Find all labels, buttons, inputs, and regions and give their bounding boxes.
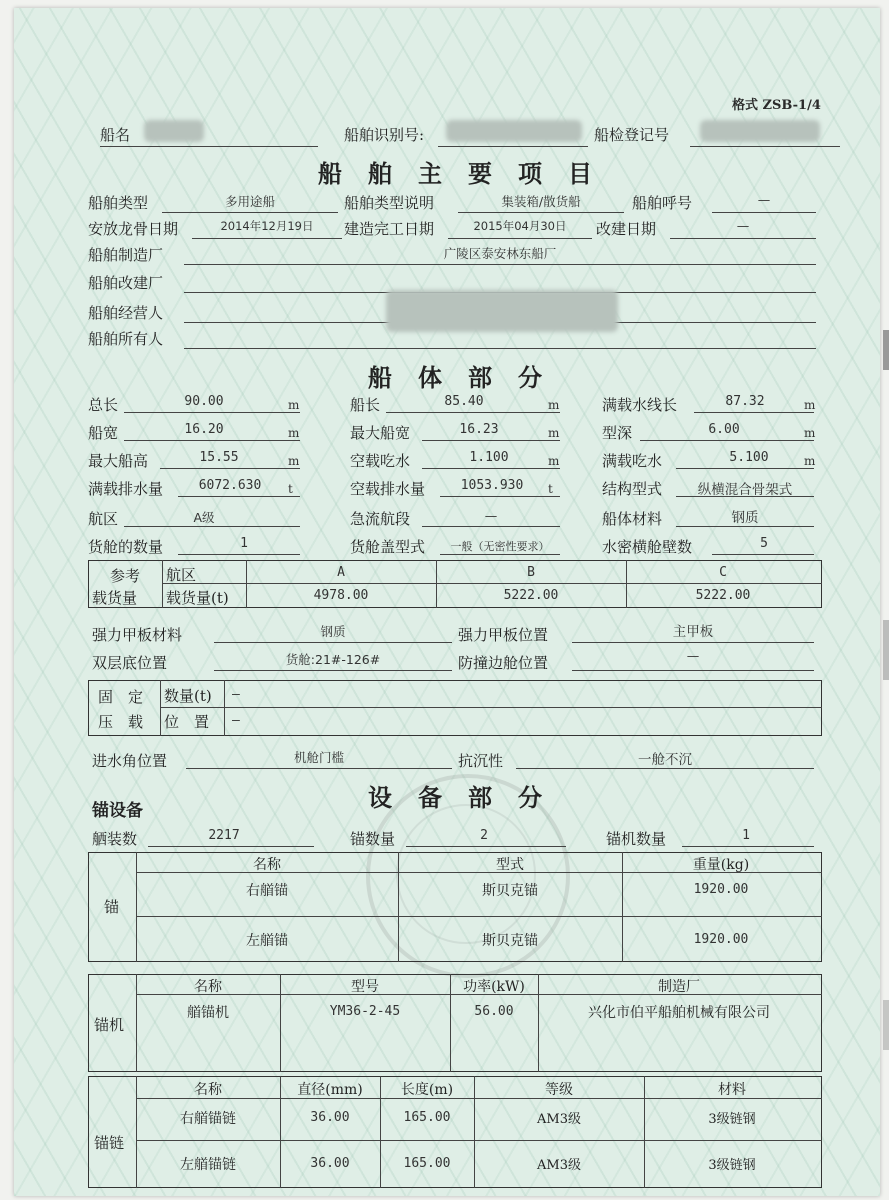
windlass-count-label: 锚机数量 <box>606 830 667 848</box>
ref-area-a: A <box>337 565 345 580</box>
windlass-header-maker: 制造厂 <box>658 979 700 995</box>
anchor-count-value: 2 <box>480 828 488 843</box>
max-height-value: 15.55 <box>199 450 239 465</box>
lwl-line <box>694 412 814 413</box>
ballast-hline <box>160 707 822 708</box>
outfit-number-label: 舾装数 <box>92 830 138 848</box>
max-breadth-value: 16.23 <box>459 422 499 437</box>
windlass-count-value: 1 <box>742 828 750 843</box>
nav-area-line <box>124 526 300 527</box>
ship-id-redacted <box>446 120 582 142</box>
ship-id-label: 船舶识别号: <box>344 126 425 144</box>
chain-row-1-grade: AM3级 <box>537 1112 581 1127</box>
ballast-divider-1 <box>160 680 161 736</box>
completion-date-value: 2015年04月30日 <box>473 219 567 233</box>
windlass-count-line <box>682 846 814 847</box>
ref-cargo-hline <box>162 583 822 584</box>
ship-type-value: 多用途船 <box>224 194 275 209</box>
equipment-title: 设备部分 <box>368 784 568 812</box>
operator-label: 船舶经营人 <box>88 304 164 322</box>
light-draft-line <box>422 468 560 469</box>
full-draft-line <box>676 468 814 469</box>
call-sign-line <box>712 212 816 213</box>
ref-weight-c: 5222.00 <box>695 588 751 603</box>
depth-line <box>640 440 814 441</box>
windlass-row-power: 56.00 <box>474 1004 514 1019</box>
ref-area-b: B <box>527 565 535 580</box>
unsinkable-label: 抗沉性 <box>458 752 504 770</box>
bulkheads-line <box>712 554 814 555</box>
chain-row-1-material: 3级链钢 <box>708 1112 756 1127</box>
ship-name-label: 船名 <box>100 126 131 144</box>
flood-angle-line <box>186 768 452 769</box>
double-bottom-value: 货舱:21#-126# <box>285 652 381 667</box>
full-disp-label: 满载排水量 <box>88 480 164 498</box>
inspection-reg-line <box>690 146 840 147</box>
hull-material-line <box>676 526 814 527</box>
inspection-reg-label: 船检登记号 <box>594 126 670 144</box>
call-sign-label: 船舶呼号 <box>632 194 693 212</box>
main-items-title: 船舶主要项目 <box>318 160 618 188</box>
structure-label: 结构型式 <box>602 480 663 498</box>
windlass-row-name: 艏锚机 <box>187 1005 229 1021</box>
loa-label: 总长 <box>88 396 119 414</box>
ship-name-line <box>100 146 318 147</box>
breadth-value: 16.20 <box>184 422 224 437</box>
ref-weight-b: 5222.00 <box>503 588 559 603</box>
holds-line <box>178 554 300 555</box>
strength-deck-position-line <box>572 642 814 643</box>
windlass-side-label: 锚机 <box>94 1016 125 1034</box>
anchor-header-type: 型式 <box>496 857 524 873</box>
scan-edge-mark <box>883 620 889 680</box>
light-draft-value: 1.100 <box>469 450 509 465</box>
bulkheads-label: 水密横舱壁数 <box>602 538 693 556</box>
keel-date-label: 安放龙骨日期 <box>88 220 179 238</box>
anchor-row-2-weight: 1920.00 <box>693 932 749 947</box>
keel-date-value: 2014年12月19日 <box>220 219 314 233</box>
chain-row-2-name: 左艏锚链 <box>180 1157 236 1173</box>
windlass-header-name: 名称 <box>194 979 222 995</box>
completion-date-label: 建造完工日期 <box>344 220 435 238</box>
ref-area-label: 航区 <box>166 566 197 584</box>
form-code: 格式 ZSB-1/4 <box>732 98 821 113</box>
length-line <box>386 412 560 413</box>
light-draft-label: 空载吃水 <box>350 452 411 470</box>
hatch-type-line <box>440 554 560 555</box>
lwl-unit: m <box>804 398 816 412</box>
ship-name-redacted <box>144 120 204 142</box>
ship-id-line <box>438 146 588 147</box>
anchor-header-name: 名称 <box>253 857 281 873</box>
hull-material-label: 船体材料 <box>602 510 663 528</box>
nav-area-value: A级 <box>193 510 215 525</box>
chain-side-label: 锚链 <box>94 1134 125 1152</box>
call-sign-value: — <box>757 192 771 207</box>
anchor-row-2-type: 斯贝克锚 <box>482 933 538 949</box>
length-value: 85.40 <box>444 394 484 409</box>
ref-cargo-label-1: 参考 <box>110 567 141 585</box>
double-bottom-line <box>214 670 452 671</box>
light-disp-line <box>440 496 560 497</box>
chain-header-material: 材料 <box>718 1082 746 1098</box>
anchor-count-label: 锚数量 <box>350 830 396 848</box>
strength-deck-position-value: 主甲板 <box>672 624 714 640</box>
rebuild-date-value: — <box>736 218 750 233</box>
chain-row-1-length: 165.00 <box>403 1110 451 1125</box>
max-breadth-line <box>422 440 560 441</box>
ballast-qty-value: — <box>232 687 240 702</box>
rapids-value: — <box>484 508 498 523</box>
full-draft-unit: m <box>804 454 816 468</box>
strength-deck-position-label: 强力甲板位置 <box>458 626 549 644</box>
scan-edge-mark <box>883 330 889 370</box>
completion-date-line <box>448 238 592 239</box>
rebuild-date-line <box>670 238 816 239</box>
chain-header-diameter: 直径(mm) <box>297 1082 363 1098</box>
scan-edge-mark <box>883 1000 889 1050</box>
hatch-type-label: 货舱盖型式 <box>350 538 426 556</box>
full-draft-label: 满载吃水 <box>602 452 663 470</box>
nav-area-label: 航区 <box>88 510 119 528</box>
builder-line <box>184 264 816 265</box>
flood-angle-label: 进水角位置 <box>92 752 168 770</box>
chain-row-1-name: 右艏锚链 <box>180 1111 236 1127</box>
builder-label: 船舶制造厂 <box>88 246 164 264</box>
builder-value: 广陵区泰安林东船厂 <box>443 246 557 261</box>
ballast-label-2: 压 载 <box>98 713 144 731</box>
chain-row-2-grade: AM3级 <box>537 1158 581 1173</box>
double-bottom-label: 双层底位置 <box>92 654 168 672</box>
keel-date-line <box>192 238 342 239</box>
chain-header-length: 长度(m) <box>400 1082 454 1098</box>
anchor-side-label: 锚 <box>104 898 120 916</box>
ship-type-desc-label: 船舶类型说明 <box>344 194 435 212</box>
ship-type-desc-line <box>458 212 624 213</box>
lwl-label: 满载水线长 <box>602 396 678 414</box>
hull-title: 船体部分 <box>368 364 568 392</box>
unsinkable-value: 一舱不沉 <box>638 752 692 768</box>
length-unit: m <box>548 398 560 412</box>
light-draft-unit: m <box>548 454 560 468</box>
depth-unit: m <box>804 426 816 440</box>
chain-row-2-length: 165.00 <box>403 1156 451 1171</box>
rebuild-date-label: 改建日期 <box>596 220 657 238</box>
collision-bulkhead-value: — <box>686 648 700 663</box>
strength-deck-material-line <box>214 642 452 643</box>
breadth-line <box>124 440 300 441</box>
light-disp-label: 空载排水量 <box>350 480 426 498</box>
holds-label: 货舱的数量 <box>88 538 164 556</box>
max-height-line <box>160 468 300 469</box>
loa-value: 90.00 <box>184 394 224 409</box>
ref-cargo-divider-1 <box>162 560 163 608</box>
collision-bulkhead-label: 防撞边舱位置 <box>458 654 549 672</box>
ship-type-label: 船舶类型 <box>88 194 149 212</box>
windlass-row-model: YM36-2-45 <box>329 1004 401 1019</box>
length-label: 船长 <box>350 396 381 414</box>
certificate-page <box>14 8 880 1196</box>
ballast-qty-label: 数量(t) <box>164 687 212 705</box>
max-height-unit: m <box>288 454 300 468</box>
anchor-header-weight: 重量(kg) <box>692 857 750 873</box>
ref-area-c: C <box>719 565 727 580</box>
full-disp-value: 6072.630 <box>198 478 262 493</box>
owner-line <box>184 348 816 349</box>
flood-angle-value: 机舱门槛 <box>293 750 344 765</box>
ballast-label-1: 固 定 <box>98 688 144 706</box>
bulkheads-value: 5 <box>760 536 768 551</box>
collision-bulkhead-line <box>572 670 814 671</box>
ref-weight-label: 载货量(t) <box>166 589 229 607</box>
anchor-hline-2 <box>136 916 822 917</box>
ballast-pos-label: 位 置 <box>164 713 210 731</box>
breadth-unit: m <box>288 426 300 440</box>
ballast-divider-2 <box>224 680 225 736</box>
chain-hline-2 <box>136 1140 822 1141</box>
windlass-row-maker: 兴化市伯平船舶机械有限公司 <box>588 1005 770 1021</box>
rapids-line <box>422 526 560 527</box>
rebuilder-label: 船舶改建厂 <box>88 274 164 292</box>
ballast-pos-value: — <box>232 713 240 728</box>
depth-value: 6.00 <box>708 422 740 437</box>
hull-material-value: 钢质 <box>731 510 759 526</box>
anchor-row-2-name: 左艏锚 <box>246 933 288 949</box>
full-disp-unit: t <box>288 482 293 496</box>
ref-weight-a: 4978.00 <box>313 588 369 603</box>
max-breadth-label: 最大船宽 <box>350 424 411 442</box>
outfit-number-value: 2217 <box>208 828 240 843</box>
strength-deck-material-value: 钢质 <box>320 624 346 639</box>
anchor-row-1-name: 右艏锚 <box>246 883 288 899</box>
lwl-value: 87.32 <box>725 394 765 409</box>
light-disp-value: 1053.930 <box>460 478 524 493</box>
anchor-row-1-weight: 1920.00 <box>693 882 749 897</box>
owner-label: 船舶所有人 <box>88 330 164 348</box>
loa-unit: m <box>288 398 300 412</box>
operator-owner-redacted <box>386 290 618 332</box>
chain-row-2-diameter: 36.00 <box>310 1156 350 1171</box>
structure-value: 纵横混合骨架式 <box>697 482 793 498</box>
ship-type-desc-value: 集装箱/散货船 <box>501 194 581 209</box>
chain-header-grade: 等级 <box>545 1082 573 1098</box>
max-breadth-unit: m <box>548 426 560 440</box>
full-disp-line <box>178 496 300 497</box>
anchor-section-label: 锚设备 <box>92 801 143 821</box>
windlass-header-power: 功率(kW) <box>463 979 525 995</box>
anchor-row-1-type: 斯贝克锚 <box>482 883 538 899</box>
ref-cargo-label-2: 载货量 <box>92 589 138 607</box>
rapids-label: 急流航段 <box>350 510 411 528</box>
inspection-reg-redacted <box>700 120 820 142</box>
holds-value: 1 <box>240 536 248 551</box>
outfit-number-line <box>148 846 314 847</box>
chain-row-1-diameter: 36.00 <box>310 1110 350 1125</box>
max-height-label: 最大船高 <box>88 452 149 470</box>
ship-type-line <box>162 212 338 213</box>
strength-deck-material-label: 强力甲板材料 <box>92 626 183 644</box>
loa-line <box>124 412 300 413</box>
breadth-label: 船宽 <box>88 424 119 442</box>
chain-row-2-material: 3级链钢 <box>708 1158 756 1173</box>
light-disp-unit: t <box>548 482 553 496</box>
windlass-header-model: 型号 <box>351 979 379 995</box>
hatch-type-value: 一般（无密性要求） <box>450 540 550 553</box>
unsinkable-line <box>516 768 814 769</box>
full-draft-value: 5.100 <box>729 450 769 465</box>
chain-header-name: 名称 <box>194 1082 222 1098</box>
anchor-count-line <box>406 846 566 847</box>
depth-label: 型深 <box>602 424 633 442</box>
